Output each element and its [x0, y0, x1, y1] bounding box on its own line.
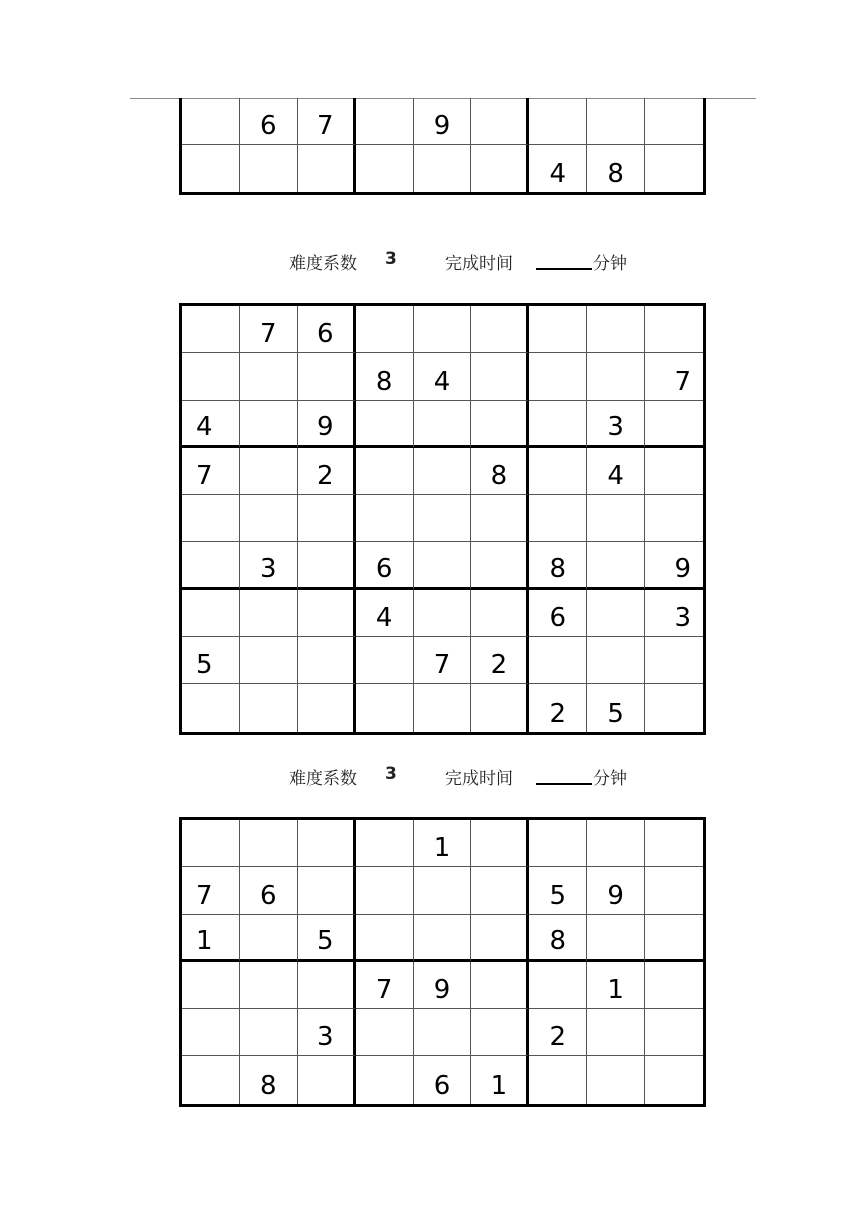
sudoku-cell[interactable]	[356, 820, 414, 867]
sudoku-cell[interactable]	[356, 495, 414, 542]
sudoku-cell[interactable]: 5	[182, 637, 240, 684]
sudoku-cell[interactable]	[414, 448, 472, 495]
sudoku-cell[interactable]: 8	[240, 1056, 298, 1103]
sudoku-cell[interactable]	[240, 684, 298, 731]
sudoku-cell[interactable]: 7	[298, 98, 356, 145]
sudoku-cell[interactable]	[240, 495, 298, 542]
sudoku-cell[interactable]: 4	[356, 590, 414, 637]
sudoku-cell[interactable]	[240, 590, 298, 637]
sudoku-cell[interactable]	[587, 637, 645, 684]
sudoku-cell[interactable]	[240, 448, 298, 495]
sudoku-cell[interactable]	[182, 1056, 240, 1103]
difficulty-label: 难度系数	[289, 769, 357, 789]
sudoku-cell[interactable]: 5	[587, 684, 645, 731]
sudoku-cell[interactable]	[414, 306, 472, 353]
sudoku-cell[interactable]	[645, 915, 703, 962]
sudoku-cell[interactable]	[356, 684, 414, 731]
sudoku-cell[interactable]	[356, 1056, 414, 1103]
sudoku-cell[interactable]: 7	[182, 867, 240, 914]
sudoku-cell[interactable]	[182, 1009, 240, 1056]
sudoku-cell[interactable]	[182, 962, 240, 1009]
sudoku-cell[interactable]	[356, 915, 414, 962]
sudoku-cell[interactable]	[414, 867, 472, 914]
sudoku-cell[interactable]: 8	[587, 145, 645, 192]
sudoku-cell[interactable]	[645, 1009, 703, 1056]
sudoku-cell[interactable]	[240, 1009, 298, 1056]
sudoku-cell[interactable]	[414, 495, 472, 542]
sudoku-cell[interactable]	[471, 306, 529, 353]
sudoku-cell[interactable]	[587, 306, 645, 353]
sudoku-cell[interactable]	[471, 495, 529, 542]
sudoku-cell[interactable]	[356, 867, 414, 914]
sudoku-cell[interactable]	[529, 495, 587, 542]
sudoku-cell[interactable]	[529, 820, 587, 867]
difficulty-value: 3	[385, 249, 397, 269]
sudoku-cell[interactable]: 3	[587, 401, 645, 448]
sudoku-cell[interactable]	[471, 353, 529, 400]
sudoku-cell[interactable]	[529, 306, 587, 353]
sudoku-cell[interactable]	[587, 915, 645, 962]
sudoku-cell[interactable]	[414, 590, 472, 637]
sudoku-cell[interactable]: 8	[471, 448, 529, 495]
sudoku-cell[interactable]	[529, 962, 587, 1009]
time-unit-label: 分钟	[593, 254, 627, 274]
sudoku-cell[interactable]	[471, 867, 529, 914]
sudoku-cell[interactable]: 6	[240, 867, 298, 914]
sudoku-cell[interactable]	[240, 637, 298, 684]
sudoku-cell[interactable]	[587, 590, 645, 637]
sudoku-cell[interactable]: 9	[414, 962, 472, 1009]
sudoku-grid-2	[179, 303, 706, 735]
sudoku-cell[interactable]	[182, 145, 240, 192]
sudoku-cell[interactable]	[298, 542, 356, 589]
sudoku-cell[interactable]	[471, 145, 529, 192]
sudoku-cell[interactable]: 7	[414, 637, 472, 684]
sudoku-cell[interactable]	[182, 820, 240, 867]
sudoku-cell[interactable]	[587, 542, 645, 589]
sudoku-cell[interactable]	[645, 1056, 703, 1103]
sudoku-cell[interactable]	[645, 962, 703, 1009]
sudoku-cell[interactable]: 6	[356, 542, 414, 589]
completion-time-blank[interactable]	[536, 249, 592, 270]
sudoku-cell[interactable]	[529, 401, 587, 448]
sudoku-cell[interactable]	[182, 542, 240, 589]
sudoku-cell[interactable]	[240, 401, 298, 448]
sudoku-cell[interactable]	[645, 684, 703, 731]
sudoku-cell[interactable]	[182, 590, 240, 637]
sudoku-cell[interactable]: 9	[645, 542, 703, 589]
sudoku-cell[interactable]	[356, 401, 414, 448]
sudoku-grid-1	[179, 98, 706, 195]
difficulty-value: 3	[385, 764, 397, 784]
sudoku-cell[interactable]	[414, 1009, 472, 1056]
sudoku-cell[interactable]	[240, 820, 298, 867]
sudoku-cell[interactable]	[240, 962, 298, 1009]
sudoku-cell[interactable]	[240, 145, 298, 192]
sudoku-cell[interactable]: 2	[298, 448, 356, 495]
sudoku-cell[interactable]	[587, 1009, 645, 1056]
sudoku-cell[interactable]	[356, 637, 414, 684]
sudoku-cell[interactable]: 2	[529, 684, 587, 731]
sudoku-cell[interactable]: 9	[414, 98, 472, 145]
sudoku-cell[interactable]: 7	[182, 448, 240, 495]
sudoku-cell[interactable]	[356, 448, 414, 495]
sudoku-cell[interactable]: 3	[298, 1009, 356, 1056]
sudoku-cell[interactable]	[298, 353, 356, 400]
sudoku-cell[interactable]	[645, 637, 703, 684]
sudoku-cell[interactable]: 7	[645, 353, 703, 400]
sudoku-cell[interactable]	[240, 915, 298, 962]
puzzle-caption-2	[0, 249, 860, 273]
sudoku-cell[interactable]: 7	[356, 962, 414, 1009]
sudoku-cell[interactable]	[529, 637, 587, 684]
sudoku-cell[interactable]	[529, 98, 587, 145]
sudoku-cell[interactable]	[182, 495, 240, 542]
sudoku-cell[interactable]: 4	[414, 353, 472, 400]
sudoku-cell[interactable]: 8	[529, 542, 587, 589]
sudoku-cell[interactable]: 2	[529, 1009, 587, 1056]
sudoku-cell[interactable]	[645, 98, 703, 145]
sudoku-cell[interactable]	[414, 684, 472, 731]
sudoku-cell[interactable]: 8	[356, 353, 414, 400]
sudoku-cell[interactable]: 1	[414, 820, 472, 867]
sudoku-cell[interactable]	[529, 448, 587, 495]
sudoku-grid-3	[179, 817, 706, 1107]
sudoku-cell[interactable]: 4	[182, 401, 240, 448]
sudoku-cell[interactable]	[298, 145, 356, 192]
sudoku-cell[interactable]	[471, 684, 529, 731]
sudoku-cell[interactable]	[298, 495, 356, 542]
sudoku-cell[interactable]: 4	[587, 448, 645, 495]
sudoku-cell[interactable]	[645, 495, 703, 542]
sudoku-cell[interactable]	[414, 915, 472, 962]
sudoku-cell[interactable]	[471, 98, 529, 145]
sudoku-cell[interactable]	[298, 962, 356, 1009]
sudoku-cell[interactable]	[645, 448, 703, 495]
puzzle-caption-3	[0, 764, 860, 788]
sudoku-cell[interactable]	[182, 98, 240, 145]
sudoku-cell[interactable]	[298, 684, 356, 731]
sudoku-cell[interactable]	[298, 867, 356, 914]
sudoku-cell[interactable]	[240, 353, 298, 400]
sudoku-cell[interactable]: 4	[529, 145, 587, 192]
sudoku-cell[interactable]: 1	[587, 962, 645, 1009]
sudoku-cell[interactable]	[529, 353, 587, 400]
sudoku-cell[interactable]	[356, 98, 414, 145]
sudoku-cell[interactable]	[298, 590, 356, 637]
sudoku-cell[interactable]	[529, 1056, 587, 1103]
sudoku-cell[interactable]: 5	[529, 867, 587, 914]
sudoku-cell[interactable]	[471, 542, 529, 589]
completion-time-blank[interactable]	[536, 764, 592, 785]
sudoku-cell[interactable]	[182, 684, 240, 731]
sudoku-cell[interactable]	[471, 590, 529, 637]
time-unit-label: 分钟	[593, 769, 627, 789]
sudoku-cell[interactable]	[356, 306, 414, 353]
sudoku-cell[interactable]	[356, 145, 414, 192]
sudoku-cell[interactable]	[298, 1056, 356, 1103]
sudoku-cell[interactable]	[645, 401, 703, 448]
sudoku-cell[interactable]	[298, 637, 356, 684]
sudoku-cell[interactable]	[645, 306, 703, 353]
sudoku-cell[interactable]	[645, 820, 703, 867]
sudoku-cell[interactable]: 2	[471, 637, 529, 684]
sudoku-cell[interactable]	[298, 820, 356, 867]
sudoku-cell[interactable]: 6	[298, 306, 356, 353]
sudoku-cell[interactable]: 8	[529, 915, 587, 962]
sudoku-cell[interactable]	[182, 353, 240, 400]
sudoku-cell[interactable]: 6	[240, 98, 298, 145]
sudoku-cell[interactable]	[471, 820, 529, 867]
sudoku-cell[interactable]: 1	[471, 1056, 529, 1103]
sudoku-cell[interactable]	[471, 915, 529, 962]
sudoku-cell[interactable]: 9	[298, 401, 356, 448]
sudoku-cell[interactable]	[471, 962, 529, 1009]
sudoku-cell[interactable]	[587, 353, 645, 400]
sudoku-cell[interactable]: 5	[298, 915, 356, 962]
sudoku-cell[interactable]	[356, 1009, 414, 1056]
sudoku-cell[interactable]	[645, 145, 703, 192]
sudoku-cell[interactable]	[645, 867, 703, 914]
sudoku-cell[interactable]	[414, 542, 472, 589]
sudoku-cell[interactable]	[414, 401, 472, 448]
sudoku-cell[interactable]: 1	[182, 915, 240, 962]
sudoku-cell[interactable]	[587, 1056, 645, 1103]
sudoku-cell[interactable]	[587, 820, 645, 867]
sudoku-cell[interactable]: 6	[529, 590, 587, 637]
sudoku-cell[interactable]: 7	[240, 306, 298, 353]
sudoku-cell[interactable]	[587, 98, 645, 145]
sudoku-cell[interactable]	[182, 306, 240, 353]
difficulty-label: 难度系数	[289, 254, 357, 274]
sudoku-cell[interactable]: 6	[414, 1056, 472, 1103]
sudoku-cell[interactable]	[471, 1009, 529, 1056]
sudoku-cell[interactable]	[587, 495, 645, 542]
completion-time-label: 完成时间	[445, 254, 513, 274]
completion-time-label: 完成时间	[445, 769, 513, 789]
sudoku-cell[interactable]: 9	[587, 867, 645, 914]
sudoku-cell[interactable]: 3	[645, 590, 703, 637]
sudoku-cell[interactable]	[414, 145, 472, 192]
sudoku-cell[interactable]: 3	[240, 542, 298, 589]
sudoku-cell[interactable]	[471, 401, 529, 448]
